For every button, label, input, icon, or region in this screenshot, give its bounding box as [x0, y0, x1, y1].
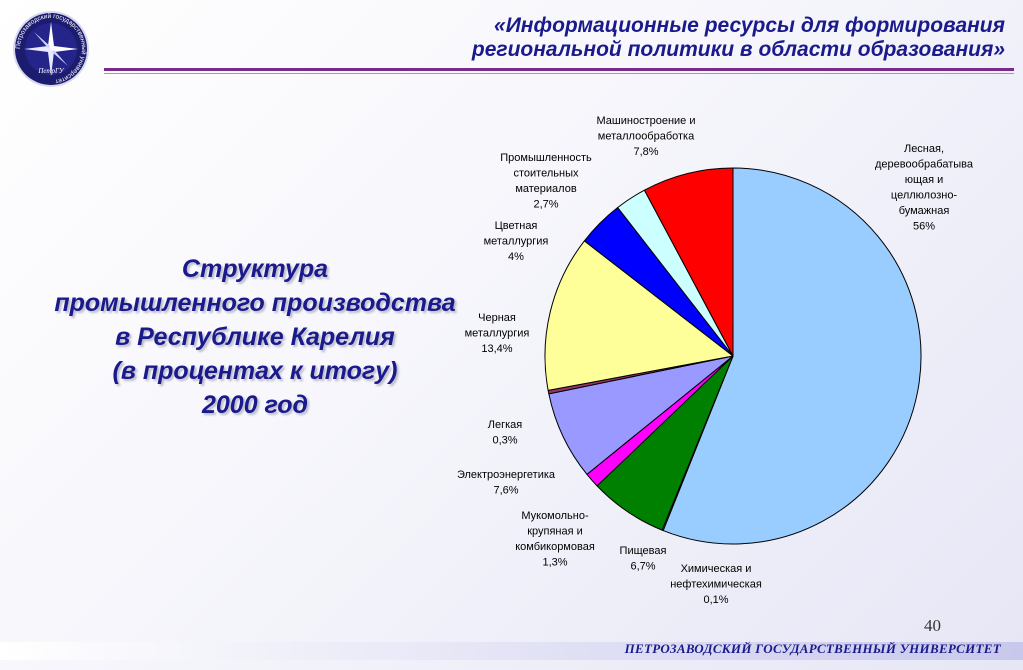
page-title-line1: «Информационные ресурсы для формирования — [494, 14, 1005, 37]
pie-label-text: Цветная — [494, 220, 538, 232]
pie-label-text: целлюлозно- — [890, 189, 958, 202]
pie-label-text: Химическая и — [680, 563, 752, 575]
pie-label-text: стоительных — [513, 167, 579, 180]
pie-label-value: 7,6% — [493, 484, 519, 497]
pie-label-text: металлургия — [483, 235, 549, 248]
page-title — [365, 14, 1005, 62]
header-divider-thin — [104, 73, 1014, 74]
pie-label-text: нефтехимическая — [670, 578, 762, 591]
pie-label-text: комбикормовая — [515, 541, 595, 553]
pie-label-value: 1,3% — [542, 556, 568, 569]
footer-university: ПЕТРОЗАВОДСКИЙ ГОСУДАРСТВЕННЫЙ УНИВЕРСИТЕТ — [624, 641, 1001, 656]
subtitle-line5: 2000 год — [201, 391, 308, 419]
pie-label-value: 2,7% — [533, 198, 559, 211]
pie-label-text: Пищевая — [619, 545, 667, 557]
pie-label-3 — [620, 545, 667, 573]
pie-label-2 — [670, 563, 762, 606]
subtitle-line1: Структура — [181, 255, 329, 283]
page-number: 40 — [924, 616, 941, 635]
pie-label-value: 6,7% — [630, 560, 656, 573]
pie-label-text: Электроэнергетика — [456, 469, 556, 481]
pie-label-6 — [488, 419, 523, 447]
pie-label-text: металлургия — [464, 327, 530, 340]
pie-label-text: металлообработка — [597, 130, 695, 143]
pie-label-value: 13,4% — [481, 343, 513, 355]
slide-subtitle — [20, 252, 490, 422]
pie-label-value: 7,8% — [633, 146, 659, 158]
subtitle-line3: в Республике Карелия — [115, 323, 395, 351]
pie-label-9 — [500, 152, 592, 211]
university-logo — [12, 10, 90, 88]
pie-label-text: Легкая — [487, 419, 523, 431]
pie-label-value: 0,3% — [492, 434, 518, 447]
pie-label-8 — [484, 220, 549, 263]
pie-label-text: Черная — [478, 312, 516, 324]
pie-label-10 — [597, 115, 696, 158]
pie-label-text: ющая и — [904, 174, 944, 186]
logo-caption: ПетрГУ — [38, 67, 64, 75]
header-divider — [104, 68, 1014, 71]
page-title-line2: региональной политики в области образования» — [471, 38, 1005, 61]
pie-label-1 — [875, 143, 974, 233]
pie-label-text: Промышленность — [500, 152, 592, 164]
logo-ring-text: Петрозаводский государственный университет — [14, 12, 88, 85]
pie-label-text: Машиностроение и — [596, 115, 696, 127]
pie-slices — [545, 168, 921, 544]
pie-label-value: 0,1% — [703, 594, 729, 606]
pie-label-text: Мукомольно- — [521, 510, 589, 522]
pie-label-value: 4% — [508, 251, 524, 263]
pie-label-text: материалов — [515, 183, 577, 195]
pie-label-4 — [515, 510, 595, 569]
pie-label-text: бумажная — [898, 205, 950, 217]
pie-label-text: Лесная, — [903, 143, 945, 155]
pie-label-5 — [457, 469, 556, 497]
pie-label-value: 56% — [912, 220, 936, 233]
pie-label-text: деревообрабатыва — [875, 158, 973, 171]
pie-label-text: крупяная и — [527, 525, 583, 538]
subtitle-line2: промышленного производства — [54, 289, 456, 317]
subtitle-line4: (в процентах к итогу) — [112, 357, 398, 385]
